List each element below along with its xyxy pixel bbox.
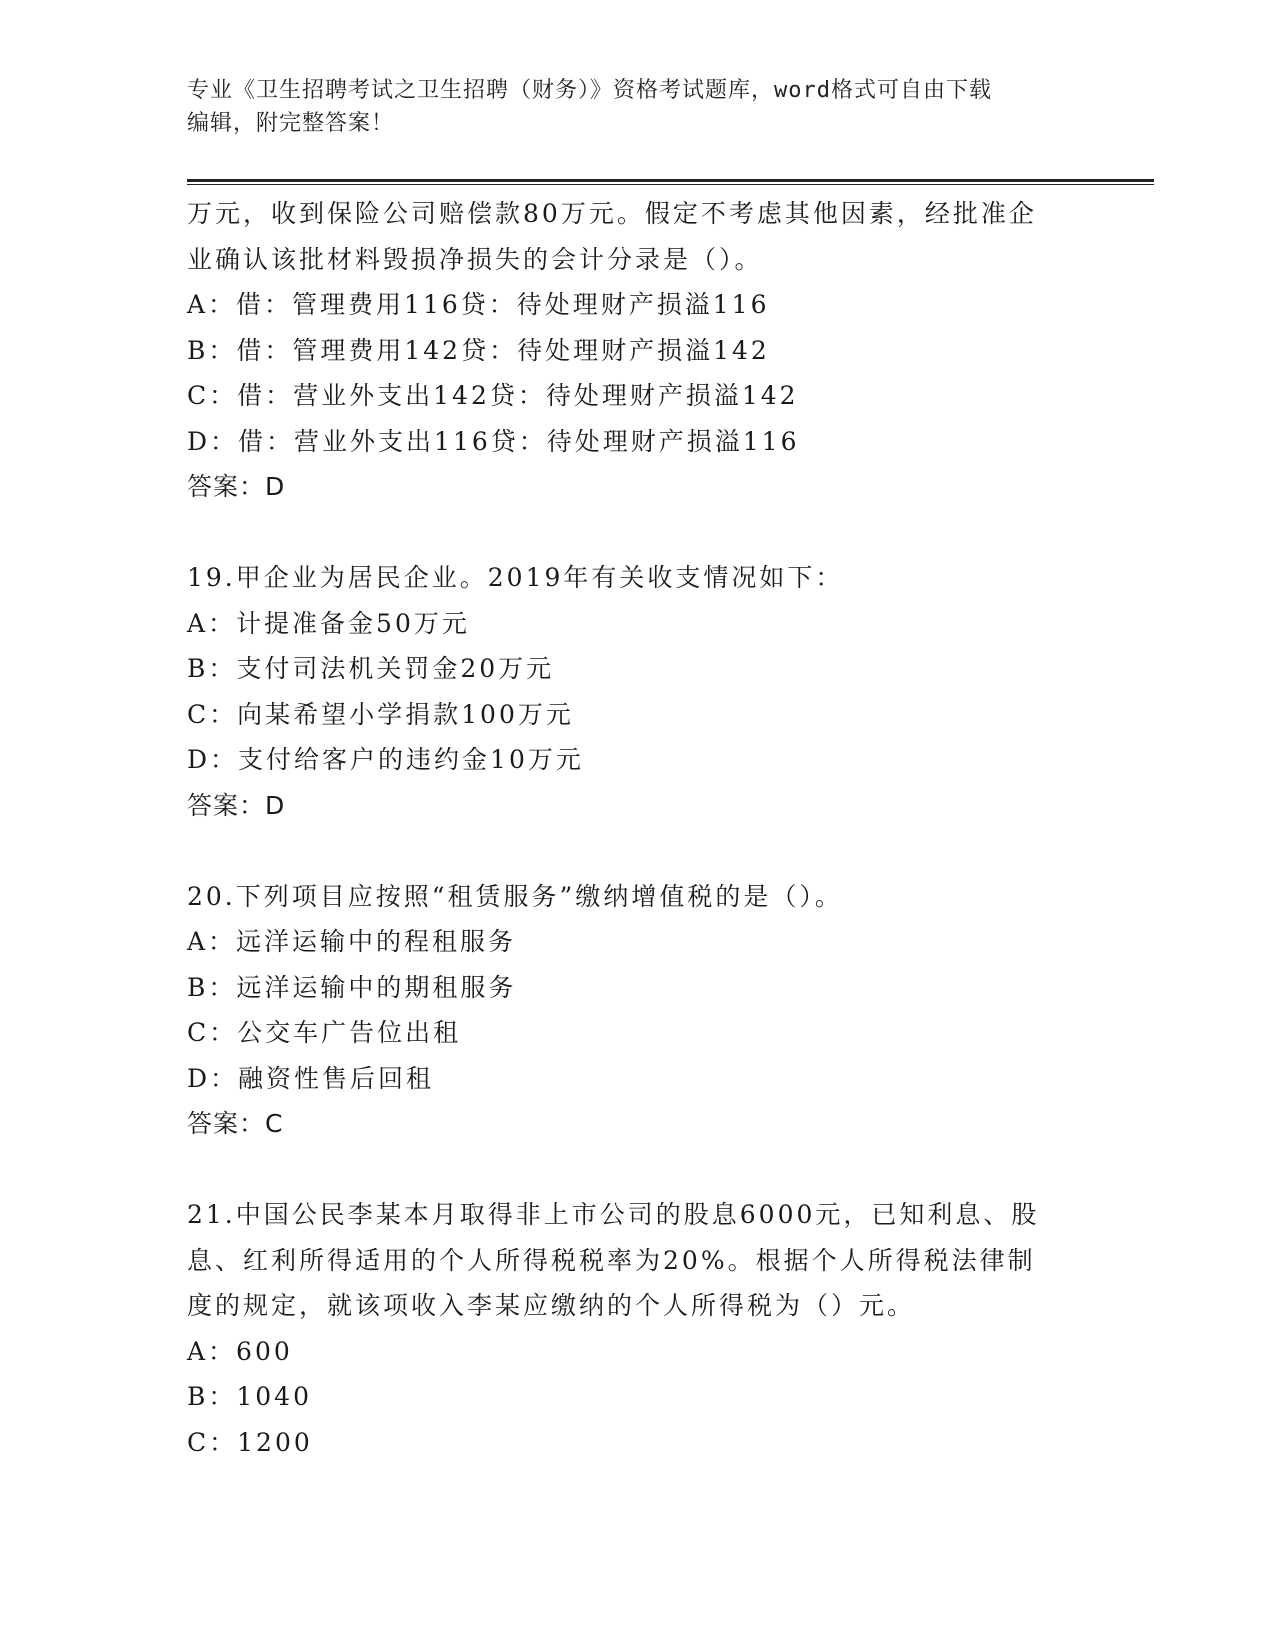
option-a: A：计提准备金50万元: [187, 608, 470, 638]
question-list: [187, 191, 1087, 1465]
answer-label: 答案：C: [187, 1109, 284, 1138]
spacer: [187, 510, 1087, 556]
question-continued: [187, 191, 1087, 510]
spacer: [187, 1147, 1087, 1193]
option-a: A：600: [187, 1336, 293, 1366]
question-21: [187, 1192, 1087, 1465]
option-c: C：1200: [187, 1427, 313, 1457]
question-stem-line: 业确认该批材料毁损净损失的会计分录是（）。: [187, 244, 763, 274]
header-divider-thin: [187, 184, 1154, 185]
question-stem-line: 息、红利所得适用的个人所得税税率为20%。根据个人所得税法律制: [187, 1245, 1036, 1275]
option-c: C：向某希望小学捐款100万元: [187, 699, 574, 729]
question-stem-line: 19.甲企业为居民企业。2019年有关收支情况如下：: [187, 563, 844, 592]
option-a: A：远洋运输中的程租服务: [187, 927, 517, 956]
option-d: D：融资性售后回租: [187, 1063, 435, 1093]
header-divider-thick: [187, 179, 1154, 182]
spacer: [187, 828, 1087, 874]
question-stem-line: 20.下列项目应按照“租赁服务”缴纳增值税的是（）。: [187, 881, 843, 911]
option-d: D：支付给客户的违约金10万元: [187, 745, 584, 774]
question-stem-line: 万元，收到保险公司赔偿款80万元。假定不考虑其他因素，经批准企: [187, 199, 1037, 228]
question-stem-line: 21.中国公民李某本月取得非上市公司的股息6000元，已知利息、股: [187, 1200, 1040, 1229]
option-b: B：1040: [187, 1382, 312, 1411]
answer-label: 答案：D: [187, 472, 286, 501]
option-b: B：支付司法机关罚金20万元: [187, 654, 555, 683]
option-b: B：借：管理费用142贷：待处理财产损溢142: [187, 335, 770, 365]
option-a: A：借：管理费用116贷：待处理财产损溢116: [187, 290, 770, 319]
option-b: B：远洋运输中的期租服务: [187, 972, 517, 1002]
question-stem-line: 度的规定，就该项收入李某应缴纳的个人所得税为（）元。: [187, 1291, 916, 1320]
question-19: [187, 555, 1087, 828]
document-header: [187, 74, 1087, 140]
header-line-1: 专业《卫生招聘考试之卫生招聘（财务）》资格考试题库，word格式可自由下载: [187, 78, 992, 103]
question-20: [187, 874, 1087, 1147]
option-c: C：公交车广告位出租: [187, 1018, 462, 1047]
option-d: D：借：营业外支出116贷：待处理财产损溢116: [187, 426, 800, 456]
answer-label: 答案：D: [187, 790, 286, 820]
header-line-2: 编辑，附完整答案！: [187, 111, 395, 136]
option-c: C：借：营业外支出142贷：待处理财产损溢142: [187, 381, 799, 410]
